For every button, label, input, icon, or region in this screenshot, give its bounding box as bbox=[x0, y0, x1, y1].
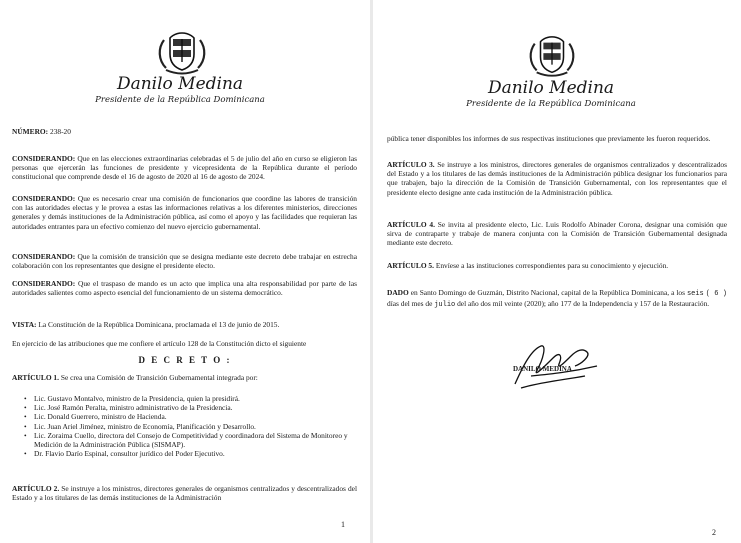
decree-number-value: 238-20 bbox=[50, 127, 71, 136]
articulo-4 bbox=[387, 220, 727, 248]
header-title: Presidente de la República Dominicana bbox=[466, 99, 636, 109]
dado-text: en Santo Domingo de Guzmán, Distrito Nacional, capital de la República Dominicana, a los bbox=[410, 288, 685, 297]
considerando-label: CONSIDERANDO: bbox=[12, 279, 76, 288]
considerando-text: Que la comisión de transición que se designa mediante este decreto debe trabajar en estrecha colaboración con los representantes que designe el presidente electo. bbox=[12, 252, 357, 271]
document-page-1 bbox=[0, 0, 370, 543]
decreto-heading: D E C R E T O : bbox=[138, 355, 232, 365]
considerando-label: CONSIDERANDO: bbox=[12, 194, 76, 203]
articulo-label: ARTÍCULO 4. bbox=[387, 220, 435, 229]
header-title: Presidente de la República Dominicana bbox=[95, 95, 265, 105]
articulo-text: Se instruye a los ministros, directores generales de organismos centralizados y descentralizados del Estado y a los titulares de las demás instituciones de la Administración bbox=[12, 484, 357, 503]
considerando-3 bbox=[12, 252, 357, 270]
articulo-2 bbox=[12, 484, 357, 502]
articulo-5 bbox=[387, 261, 727, 270]
vista-text: La Constitución de la República Dominicana, proclamada el 13 de junio de 2015. bbox=[38, 320, 280, 329]
considerando-text: Que en las elecciones extraordinarias celebradas el 5 de julio del año en curso se eligieron las personas que ejercerán las funciones de presidente y vicepresidenta de la República durante el período constitucional que comprende desde el 16 de agosto de 2020 al 16 de agosto de 2024. bbox=[12, 154, 357, 182]
dado-day-word: seis bbox=[686, 290, 704, 298]
list-item: • Lic. José Ramón Peralta, ministro administrativo de la Presidencia. bbox=[22, 403, 352, 412]
considerando-4 bbox=[12, 279, 357, 297]
list-item: • Lic. Gustavo Montalvo, ministro de la Presidencia, quien la presidirá. bbox=[22, 394, 352, 403]
coat-of-arms-icon bbox=[525, 34, 579, 80]
vista bbox=[12, 320, 357, 329]
signature-name: DANILO MEDINA bbox=[513, 365, 572, 373]
vista-label: VISTA: bbox=[12, 320, 37, 329]
document-page-2 bbox=[373, 0, 741, 543]
considerando-text: Que el traspaso de mando es un acto que implica una alta responsabilidad por parte de las autoridades salientes como aspecto esencial del funcionamiento de un sistema democrático. bbox=[12, 279, 357, 298]
dado-paragraph bbox=[387, 288, 727, 310]
continuation-text: pública tener disponibles los informes de sus respectivas instituciones que previamente les fueron requeridos. bbox=[387, 134, 711, 143]
decree-number-label: NÚMERO: bbox=[12, 127, 49, 136]
articulo-label: ARTÍCULO 3. bbox=[387, 160, 435, 169]
articulo-label: ARTÍCULO 5. bbox=[387, 261, 434, 270]
ejercicio-text: En ejercicio de las atribuciones que me confiere el artículo 128 de la Constitución dicto el siguiente bbox=[12, 339, 307, 348]
coat-of-arms-icon bbox=[154, 30, 210, 78]
considerando-label: CONSIDERANDO: bbox=[12, 252, 76, 261]
articulo-label: ARTÍCULO 1. bbox=[12, 373, 59, 382]
commission-members-list bbox=[22, 394, 352, 458]
considerando-1 bbox=[12, 154, 357, 182]
list-item: • Lic. Juan Ariel Jiménez, ministro de Economía, Planificación y Desarrollo. bbox=[22, 422, 352, 431]
articulo-text: Se crea una Comisión de Transición Gubernamental integrada por: bbox=[60, 373, 258, 382]
list-item: • Lic. Zoraima Cuello, directora del Consejo de Competitividad y coordinadora del Sistema de Monitoreo y Medición de la Administración Pública (SISMAP). bbox=[22, 431, 352, 449]
articulo-1 bbox=[12, 373, 357, 382]
decree-number bbox=[12, 127, 357, 136]
dado-text: del año dos mil veinte (2020); año 177 de la Independencia y 157 de la Restauración. bbox=[457, 299, 710, 309]
articulo-label: ARTÍCULO 2. bbox=[12, 484, 60, 493]
considerando-text: Que es necesario crear una comisión de funcionarios que coordine las labores de transición con las autoridades electas y le provea a estas las informaciones relativas a los diferentes ministerios, direcciones generales y demás instituciones de la Administración pública, así como el apoyo y las facilidades que requieran las autoridades entrantes para un efectivo comienzo del nuevo ejercicio gubernamental. bbox=[12, 194, 357, 231]
dado-day-number: ( 6 ) bbox=[705, 290, 727, 298]
page-number: 2 bbox=[712, 528, 716, 537]
dado-label: DADO bbox=[387, 288, 409, 297]
page-number: 1 bbox=[341, 520, 345, 529]
list-item: • Lic. Donald Guerrero, ministro de Hacienda. bbox=[22, 412, 352, 421]
list-item: • Dr. Flavio Darío Espinal, consultor jurídico del Poder Ejecutivo. bbox=[22, 449, 352, 458]
considerando-label: CONSIDERANDO: bbox=[12, 154, 76, 163]
header-name: Danilo Medina bbox=[487, 78, 615, 98]
dado-month: julio bbox=[434, 301, 456, 310]
header-name: Danilo Medina bbox=[116, 74, 244, 94]
articulo-text: Envíese a las instituciones correspondientes para su conocimiento y ejecución. bbox=[435, 261, 669, 270]
articulo-text: Se invita al presidente electo, Lic. Luis Rodolfo Abinader Corona, designar una comisión que sirva de contraparte y trabaje de manera conjunta con la Comisión de Transición Gubernamental designada mediante este decreto. bbox=[387, 220, 728, 248]
articulo-3 bbox=[387, 160, 727, 197]
articulo-text: Se instruye a los ministros, directores generales de organismos centralizados y descentralizados del Estado y a los titulares de las demás instituciones de la Administración pública designar los funcionarios para que trabajen, bajo la dirección de la Comisión de Transición Gubernamental, con los representantes que el presidente electo designe ante cada institución de la Administración pública. bbox=[387, 160, 727, 197]
considerando-2 bbox=[12, 194, 357, 231]
dado-text: días del mes de bbox=[387, 299, 433, 309]
